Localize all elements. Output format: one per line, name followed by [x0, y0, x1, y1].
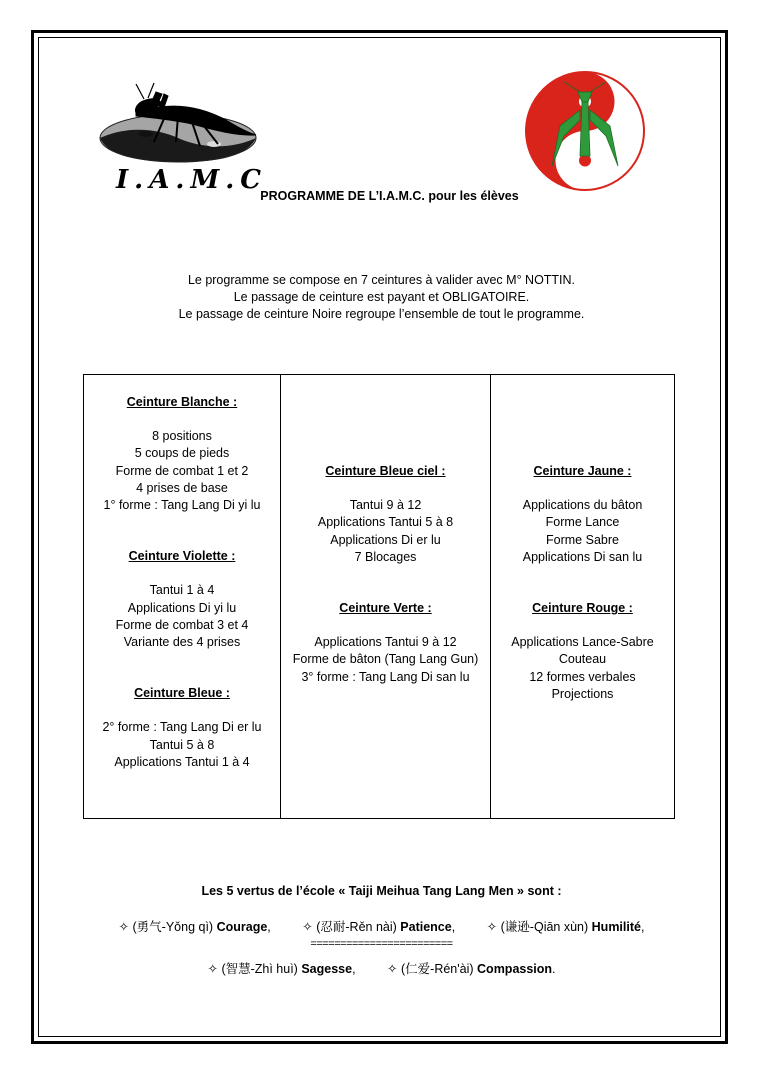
sparkle-icon: ✧ [387, 962, 398, 976]
belt-item: Tantui 1 à 4 [149, 583, 215, 598]
virtue-humilite: ✧ (谦逊-Qiān xùn) Humilité, [486, 920, 645, 934]
virtue-sagesse: ✧ (智慧-Zhì huì) Sagesse, [207, 962, 356, 976]
belt-item: Applications Tantui 5 à 8 [317, 515, 454, 530]
belt-item: Applications Tantui 1 à 4 [114, 754, 250, 769]
belt-item: 3° forme : Tang Lang Di san lu [301, 669, 470, 684]
belt-section-bleue-ciel [281, 463, 490, 566]
belt-item: 5 coups de pieds [134, 446, 230, 461]
intro-line: Le passage de ceinture est payant et OBLIGATOIRE. [233, 290, 530, 304]
belt-item: 4 prises de base [136, 480, 228, 495]
belt-program-table [83, 374, 675, 819]
belt-section-verte [281, 600, 490, 686]
virtue-patience: ✧ (忍耐-Rěn nài) Patience, [302, 920, 456, 934]
belt-item: Forme de combat 3 et 4 [115, 617, 249, 632]
sparkle-icon: ✧ [486, 920, 498, 934]
virtue-compassion: ✧ (仁爱-Rén'ài) Compassion. [387, 962, 556, 976]
virtues-row-1 [0, 917, 763, 935]
page-title: PROGRAMME DE L’I.A.M.C. pour les élèves [260, 189, 519, 203]
belt-title: Ceinture Verte : [339, 601, 432, 616]
belt-title: Ceinture Bleue : [134, 686, 230, 701]
sparkle-icon: ✧ [207, 962, 218, 976]
belt-item: Forme de combat 1 et 2 [115, 463, 249, 478]
table-column-2 [281, 375, 491, 818]
virtue-courage: ✧ (勇气-Yǒng qì) Courage, [118, 920, 271, 934]
belt-section-bleue [84, 685, 280, 771]
table-column-3 [491, 375, 674, 818]
intro-paragraph [0, 272, 763, 323]
belt-item: Tantui 5 à 8 [149, 737, 215, 752]
belt-item: Projections [551, 686, 614, 701]
belt-item: Couteau [558, 652, 607, 667]
belt-title: Ceinture Blanche : [126, 395, 238, 409]
iamc-logo [96, 80, 266, 195]
belt-item: 1° forme : Tang Lang Di yi lu [103, 498, 261, 513]
belt-title: Ceinture Jaune : [533, 464, 632, 478]
belt-item: Applications du bâton [522, 498, 643, 513]
belt-item: Forme Lance [545, 515, 620, 530]
belt-item: 7 Blocages [354, 549, 417, 564]
belt-item: Applications Di san lu [522, 549, 643, 564]
iamc-logo-lettering: I.A.M.C. [116, 165, 266, 195]
belt-item: Forme Sabre [546, 532, 619, 547]
belt-item: Forme de bâton (Tang Lang Gun) [292, 652, 479, 667]
table-column-1 [84, 375, 281, 818]
belt-item: Applications Lance-Sabre [511, 635, 654, 650]
virtues-separator: ======================== [310, 938, 453, 950]
belt-item: Applications Tantui 9 à 12 [314, 635, 457, 650]
belt-section-violette [84, 548, 280, 651]
belt-item: 2° forme : Tang Lang Di er lu [102, 720, 262, 735]
belt-item: Tantui 9 à 12 [349, 498, 422, 513]
virtues-heading: Les 5 vertus de l’école « Taiji Meihua Tang Lang Men » sont : [201, 884, 562, 898]
belt-section-rouge [491, 600, 674, 703]
taiji-meihua-logo-caption: Taiji Meihua Tang lang [562, 170, 623, 176]
belt-item: 12 formes verbales [529, 669, 636, 684]
belt-title: Ceinture Violette : [128, 549, 236, 564]
sparkle-icon: ✧ [302, 920, 313, 934]
virtues-row-2 [0, 959, 763, 977]
belt-item: 8 positions [152, 429, 212, 444]
belt-section-blanche [84, 394, 280, 514]
belt-item: Applications Di yi lu [127, 600, 237, 615]
intro-line: Le programme se compose en 7 ceintures à valider avec M° NOTTIN. [187, 273, 576, 287]
belt-item: Applications Di er lu [330, 532, 441, 547]
intro-line: Le passage de ceinture Noire regroupe l’ensemble de tout le programme. [178, 307, 585, 321]
taiji-meihua-logo [524, 70, 646, 192]
belt-section-jaune [491, 463, 674, 566]
belt-item: Variante des 4 prises [123, 635, 241, 650]
sparkle-icon: ✧ [118, 920, 130, 934]
belt-title: Ceinture Rouge : [532, 601, 633, 616]
belt-title: Ceinture Bleue ciel : [325, 464, 446, 478]
